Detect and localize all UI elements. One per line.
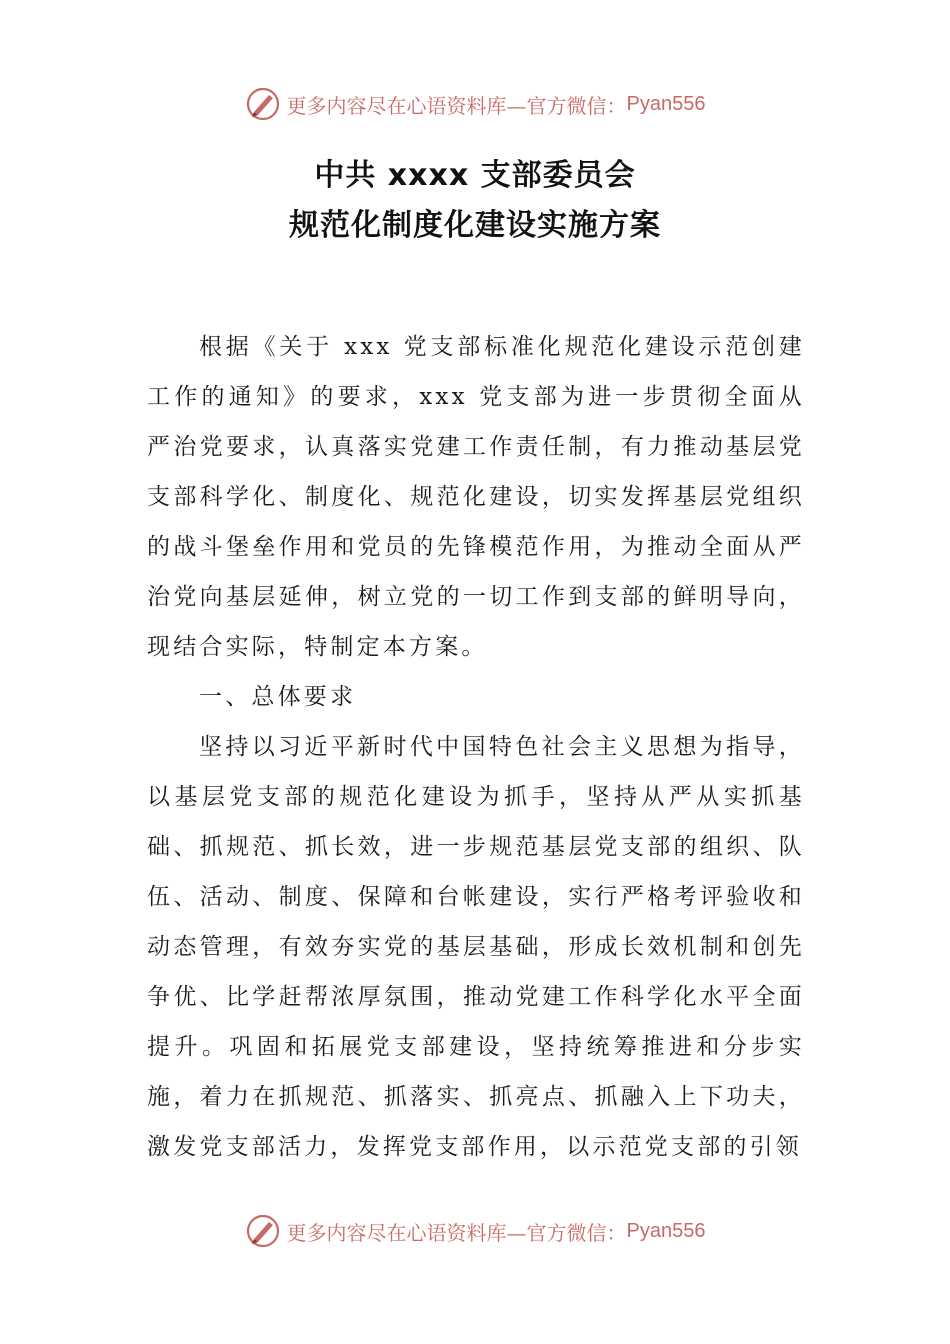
pen-logo-icon [245,1213,281,1249]
section-heading-general-requirements: 一、总体要求 [199,684,357,710]
document-title-line2: 规范化制度化建设实施方案 [289,208,661,243]
paragraph-general-requirements: 坚持以习近平新时代中国特色社会主义思想为指导，以基层党支部的规范化建设为抓手，坚持从严从实抓基础、抓规范、抓长效，进一步规范基层党支部的组织、队伍、活动、制度、保障和台帐建设，实行严格考评验收和动态管理，有效夯实党的基层基础，形成长效机制和创先争优、比学赶帮浓厚氛围，推动党建工作科学化水平全面提升。巩固和拓展党支部建设，坚持统筹推进和分步实施，着力在抓规范、抓落实、抓亮点、抓融入上下功夫，激发党支部活力，发挥党支部作用，以示范党支部的引领 [147,734,805,1160]
watermark-wechat-id: Pyan556 [626,1219,706,1242]
watermark-site-text: 更多内容尽在心语资料库—官方微信： [286,93,627,118]
watermark-wechat-id: Pyan556 [626,92,706,115]
document-body [147,322,805,1172]
pen-logo-icon [245,86,281,122]
watermark-banner-top [0,84,950,124]
document-title-line1: 中共 xxxx 支部委员会 [314,158,636,193]
watermark-site-text: 更多内容尽在心语资料库—官方微信： [286,1220,627,1245]
paragraph-intro: 根据《关于 xxx 党支部标准化规范化建设示范创建工作的通知》的要求，xxx 党支部为进一步贯彻全面从严治党要求，认真落实党建工作责任制，有力推动基层党支部科学化、制度化、规范化建设，切实发挥基层党组织的战斗堡垒作用和党员的先锋模范作用，为推动全面从严治党向基层延伸，树立党的一切工作到支部的鲜明导向，现结合实际，特制定本方案。 [147,334,805,660]
watermark-banner-bottom [0,1211,950,1251]
